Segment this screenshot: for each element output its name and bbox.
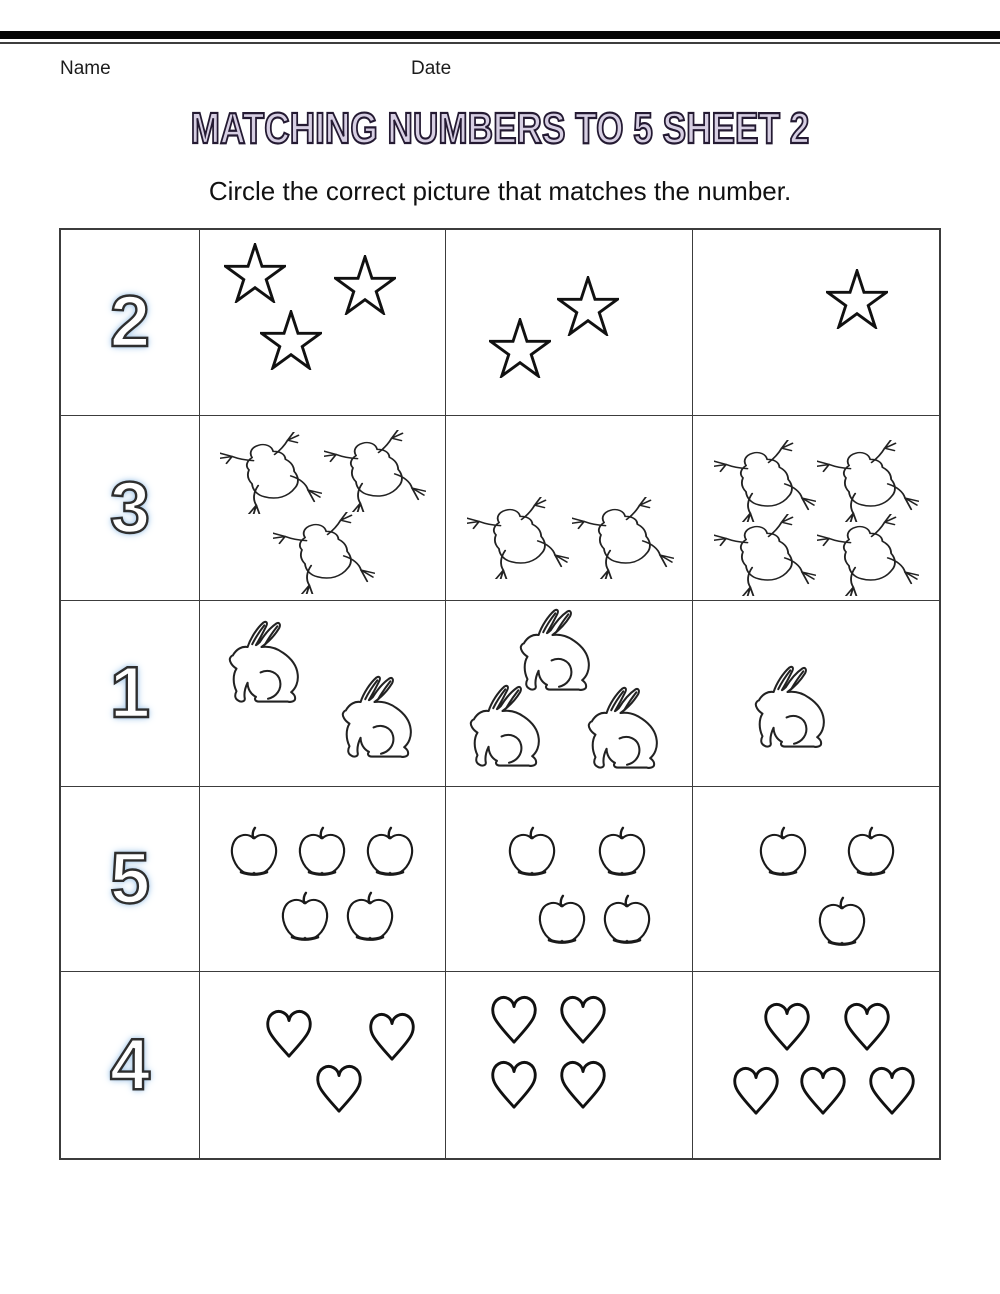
star-icon [557,276,619,336]
top-divider [0,31,1000,44]
apple-icon [225,826,283,882]
rabbit-icon [458,680,560,774]
picture-cell[interactable] [446,972,692,1158]
frog-icon [220,432,322,514]
picture-cell[interactable] [200,787,446,973]
star-icon [224,243,286,303]
date-label: Date [411,58,452,79]
apple-icon [598,894,656,950]
star-icon [334,255,396,315]
worksheet-table [59,228,941,1160]
row-number-label: 1 [109,653,151,734]
row-number-label: 3 [109,467,151,548]
frog-icon [572,497,674,579]
picture-cell[interactable] [693,787,939,973]
heart-icon [265,1008,313,1060]
frog-icon [817,440,919,522]
frog-icon [467,497,569,579]
row-number-label: 4 [109,1025,151,1106]
rabbit-icon [217,616,319,710]
heart-icon [732,1065,780,1117]
number-cell [61,416,200,602]
name-label: Name [60,58,111,79]
star-icon [489,318,551,378]
star-icon [826,269,888,329]
rabbit-icon [330,671,432,765]
picture-cell[interactable] [446,230,692,416]
instruction-text: Circle the correct picture that matches the number. [208,176,792,206]
rabbit-icon [743,661,845,755]
row-number-label: 5 [109,839,151,920]
rabbit-icon [576,682,678,776]
frog-icon [714,514,816,596]
heart-icon [868,1065,916,1117]
frog-icon [273,512,375,594]
picture-cell[interactable] [200,230,446,416]
heart-icon [559,994,607,1046]
heart-icon [368,1011,416,1063]
star-icon [260,310,322,370]
apple-icon [293,826,351,882]
picture-cell[interactable] [693,972,939,1158]
apple-icon [754,826,812,882]
apple-icon [341,891,399,947]
number-cell [61,230,200,416]
row-number-label: 2 [109,282,151,363]
picture-cell[interactable] [693,416,939,602]
apple-icon [533,894,591,950]
picture-cell[interactable] [446,787,692,973]
heart-icon [559,1059,607,1111]
apple-icon [361,826,419,882]
picture-cell[interactable] [446,601,692,787]
heart-icon [490,1059,538,1111]
heart-icon [763,1001,811,1053]
number-cell [61,972,200,1158]
picture-cell[interactable] [200,416,446,602]
apple-icon [503,826,561,882]
frog-icon [817,514,919,596]
apple-icon [842,826,900,882]
number-cell [61,601,200,787]
picture-cell[interactable] [693,601,939,787]
heart-icon [843,1001,891,1053]
page-title: MATCHING NUMBERS TO 5 SHEET 2 [190,104,810,153]
picture-cell[interactable] [200,601,446,787]
heart-icon [315,1063,363,1115]
picture-cell[interactable] [446,416,692,602]
frog-icon [714,440,816,522]
heart-icon [799,1065,847,1117]
picture-cell[interactable] [200,972,446,1158]
heart-icon [490,994,538,1046]
apple-icon [593,826,651,882]
picture-cell[interactable] [693,230,939,416]
frog-icon [324,430,426,512]
apple-icon [813,896,871,952]
apple-icon [276,891,334,947]
number-cell [61,787,200,973]
